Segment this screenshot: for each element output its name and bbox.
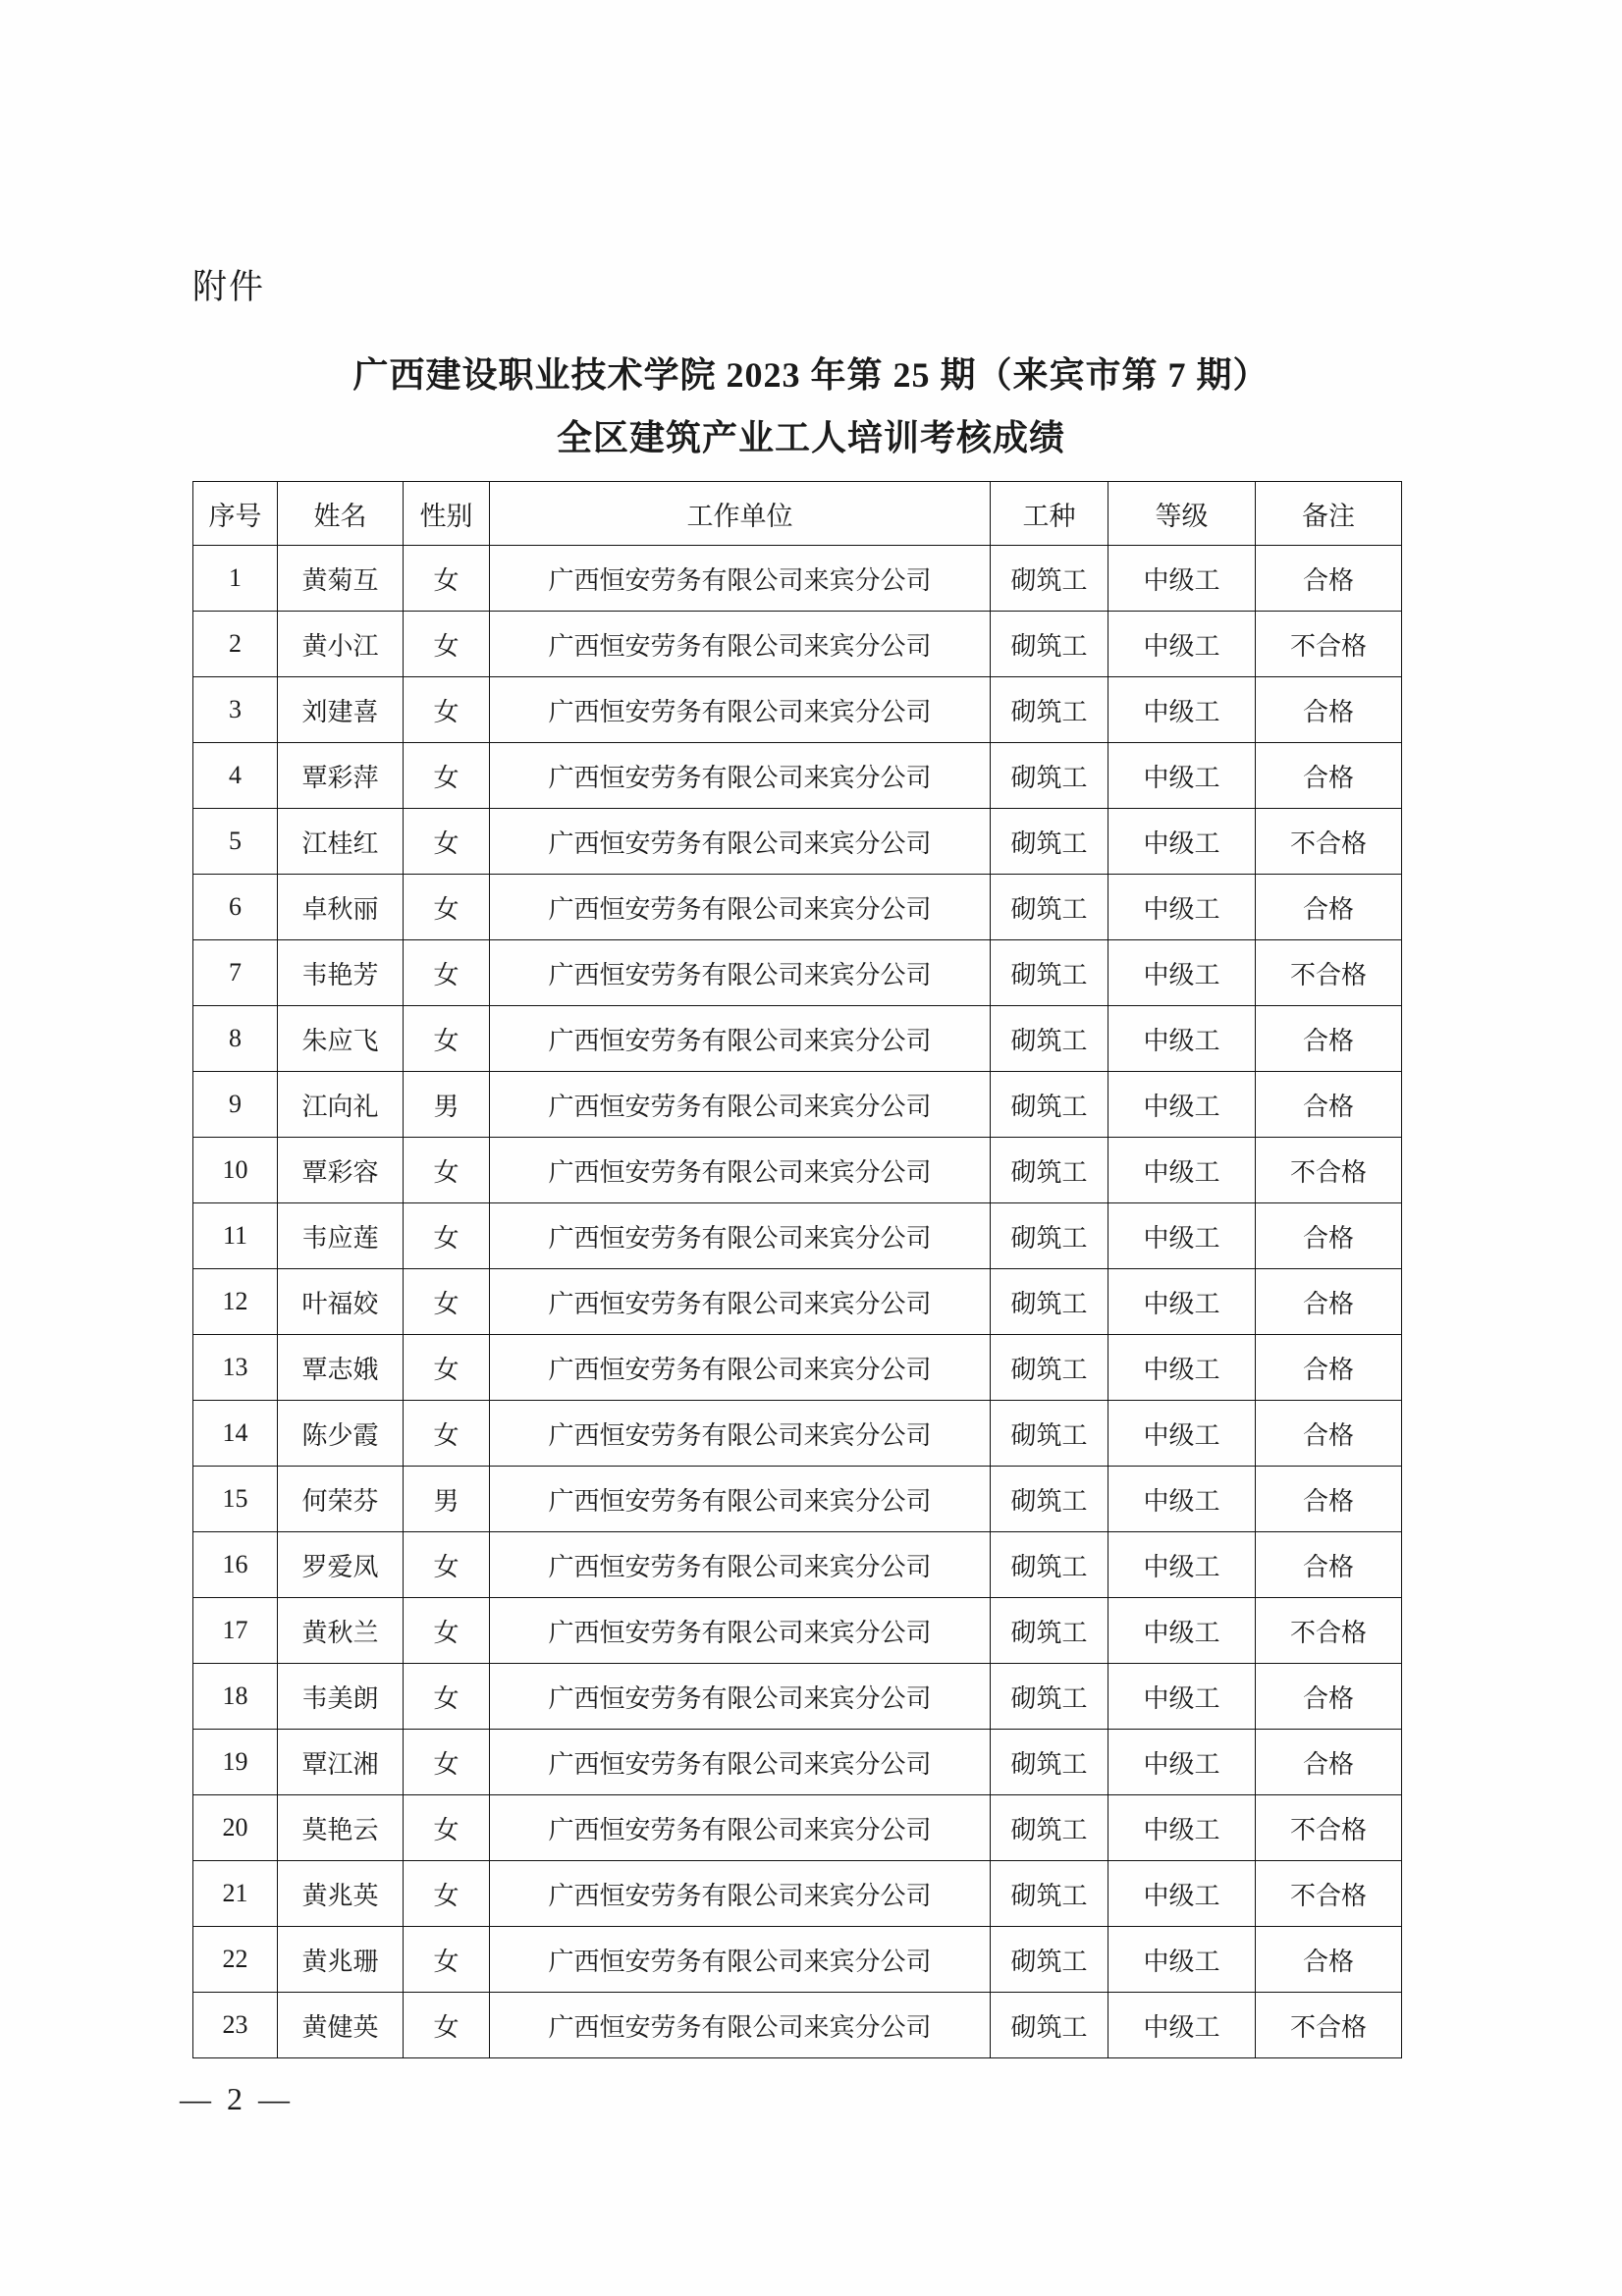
cell-gender: 男	[404, 1072, 490, 1138]
cell-level: 中级工	[1108, 940, 1256, 1006]
cell-name: 罗爱凤	[278, 1532, 404, 1598]
cell-unit: 广西恒安劳务有限公司来宾分公司	[490, 1664, 991, 1730]
table-row	[193, 875, 1402, 940]
cell-level: 中级工	[1108, 1795, 1256, 1861]
table-row	[193, 1203, 1402, 1269]
cell-index: 11	[193, 1203, 278, 1269]
table-row	[193, 1795, 1402, 1861]
cell-name: 何荣芬	[278, 1467, 404, 1532]
cell-index: 22	[193, 1927, 278, 1993]
cell-name: 卓秋丽	[278, 875, 404, 940]
cell-level: 中级工	[1108, 1138, 1256, 1203]
cell-job: 砌筑工	[991, 1532, 1108, 1598]
cell-job: 砌筑工	[991, 1664, 1108, 1730]
cell-gender: 女	[404, 743, 490, 809]
cell-remark: 不合格	[1256, 1993, 1402, 2058]
cell-level: 中级工	[1108, 1467, 1256, 1532]
table-row	[193, 940, 1402, 1006]
cell-level: 中级工	[1108, 1532, 1256, 1598]
cell-index: 8	[193, 1006, 278, 1072]
cell-remark: 合格	[1256, 875, 1402, 940]
cell-job: 砌筑工	[991, 1927, 1108, 1993]
cell-unit: 广西恒安劳务有限公司来宾分公司	[490, 1927, 991, 1993]
cell-gender: 女	[404, 1532, 490, 1598]
cell-level: 中级工	[1108, 1993, 1256, 2058]
table-row	[193, 1467, 1402, 1532]
title-line-1: 广西建设职业技术学院 2023 年第 25 期（来宾市第 7 期）	[352, 355, 1270, 395]
table-header	[193, 482, 1402, 546]
cell-remark: 合格	[1256, 1467, 1402, 1532]
cell-index: 17	[193, 1598, 278, 1664]
cell-name: 莫艳云	[278, 1795, 404, 1861]
table-row	[193, 612, 1402, 677]
table-row	[193, 1598, 1402, 1664]
cell-unit: 广西恒安劳务有限公司来宾分公司	[490, 1006, 991, 1072]
table-row	[193, 677, 1402, 743]
page-title	[192, 344, 1430, 469]
cell-level: 中级工	[1108, 1269, 1256, 1335]
cell-name: 黄兆英	[278, 1861, 404, 1927]
column-header-level: 等级	[1108, 482, 1256, 546]
cell-job: 砌筑工	[991, 940, 1108, 1006]
cell-gender: 女	[404, 809, 490, 875]
cell-unit: 广西恒安劳务有限公司来宾分公司	[490, 1993, 991, 2058]
cell-gender: 女	[404, 1861, 490, 1927]
cell-name: 黄兆珊	[278, 1927, 404, 1993]
cell-index: 9	[193, 1072, 278, 1138]
cell-name: 韦艳芳	[278, 940, 404, 1006]
cell-remark: 不合格	[1256, 809, 1402, 875]
cell-job: 砌筑工	[991, 546, 1108, 612]
cell-unit: 广西恒安劳务有限公司来宾分公司	[490, 1861, 991, 1927]
table-row	[193, 1664, 1402, 1730]
cell-name: 韦美朗	[278, 1664, 404, 1730]
cell-level: 中级工	[1108, 677, 1256, 743]
cell-remark: 合格	[1256, 1006, 1402, 1072]
cell-index: 6	[193, 875, 278, 940]
table-row	[193, 1269, 1402, 1335]
cell-index: 4	[193, 743, 278, 809]
attachment-label: 附件	[192, 268, 266, 306]
cell-level: 中级工	[1108, 875, 1256, 940]
column-header-unit: 工作单位	[490, 482, 991, 546]
cell-level: 中级工	[1108, 1401, 1256, 1467]
cell-unit: 广西恒安劳务有限公司来宾分公司	[490, 875, 991, 940]
table-row	[193, 1927, 1402, 1993]
cell-gender: 女	[404, 1269, 490, 1335]
cell-job: 砌筑工	[991, 1401, 1108, 1467]
cell-unit: 广西恒安劳务有限公司来宾分公司	[490, 1730, 991, 1795]
cell-job: 砌筑工	[991, 1269, 1108, 1335]
table-row	[193, 1072, 1402, 1138]
table-row	[193, 1730, 1402, 1795]
cell-job: 砌筑工	[991, 1203, 1108, 1269]
cell-remark: 合格	[1256, 1335, 1402, 1401]
cell-job: 砌筑工	[991, 809, 1108, 875]
cell-name: 黄小江	[278, 612, 404, 677]
table-row	[193, 1532, 1402, 1598]
cell-index: 3	[193, 677, 278, 743]
cell-level: 中级工	[1108, 1006, 1256, 1072]
cell-name: 覃江湘	[278, 1730, 404, 1795]
cell-index: 7	[193, 940, 278, 1006]
cell-remark: 合格	[1256, 1664, 1402, 1730]
table-header-row	[193, 482, 1402, 546]
cell-level: 中级工	[1108, 1664, 1256, 1730]
table-row	[193, 1401, 1402, 1467]
cell-unit: 广西恒安劳务有限公司来宾分公司	[490, 1467, 991, 1532]
cell-gender: 女	[404, 1203, 490, 1269]
table-row	[193, 1993, 1402, 2058]
page-number: — 2 —	[180, 2081, 294, 2116]
cell-gender: 女	[404, 1401, 490, 1467]
column-header-job: 工种	[991, 482, 1108, 546]
cell-index: 18	[193, 1664, 278, 1730]
cell-index: 10	[193, 1138, 278, 1203]
cell-remark: 合格	[1256, 677, 1402, 743]
cell-level: 中级工	[1108, 1335, 1256, 1401]
cell-job: 砌筑工	[991, 743, 1108, 809]
table-row	[193, 1335, 1402, 1401]
cell-name: 黄健英	[278, 1993, 404, 2058]
cell-remark: 不合格	[1256, 940, 1402, 1006]
cell-name: 黄秋兰	[278, 1598, 404, 1664]
cell-unit: 广西恒安劳务有限公司来宾分公司	[490, 743, 991, 809]
cell-name: 江向礼	[278, 1072, 404, 1138]
cell-index: 23	[193, 1993, 278, 2058]
cell-level: 中级工	[1108, 1927, 1256, 1993]
cell-remark: 合格	[1256, 1401, 1402, 1467]
column-header-name: 姓名	[278, 482, 404, 546]
table-row	[193, 809, 1402, 875]
cell-level: 中级工	[1108, 1203, 1256, 1269]
cell-index: 19	[193, 1730, 278, 1795]
cell-unit: 广西恒安劳务有限公司来宾分公司	[490, 1795, 991, 1861]
cell-unit: 广西恒安劳务有限公司来宾分公司	[490, 1138, 991, 1203]
cell-unit: 广西恒安劳务有限公司来宾分公司	[490, 1269, 991, 1335]
cell-remark: 不合格	[1256, 612, 1402, 677]
cell-name: 覃志娥	[278, 1335, 404, 1401]
cell-gender: 女	[404, 1335, 490, 1401]
column-header-index: 序号	[193, 482, 278, 546]
title-line-2: 全区建筑产业工人培训考核成绩	[556, 418, 1065, 457]
cell-remark: 不合格	[1256, 1598, 1402, 1664]
cell-gender: 女	[404, 546, 490, 612]
cell-unit: 广西恒安劳务有限公司来宾分公司	[490, 1072, 991, 1138]
table-row	[193, 1006, 1402, 1072]
cell-unit: 广西恒安劳务有限公司来宾分公司	[490, 809, 991, 875]
cell-index: 14	[193, 1401, 278, 1467]
cell-level: 中级工	[1108, 743, 1256, 809]
column-header-remark: 备注	[1256, 482, 1402, 546]
cell-level: 中级工	[1108, 1598, 1256, 1664]
cell-job: 砌筑工	[991, 1467, 1108, 1532]
cell-gender: 女	[404, 677, 490, 743]
cell-name: 陈少霞	[278, 1401, 404, 1467]
cell-name: 覃彩容	[278, 1138, 404, 1203]
cell-index: 13	[193, 1335, 278, 1401]
cell-name: 韦应莲	[278, 1203, 404, 1269]
cell-index: 16	[193, 1532, 278, 1598]
cell-index: 21	[193, 1861, 278, 1927]
cell-job: 砌筑工	[991, 612, 1108, 677]
cell-gender: 女	[404, 1993, 490, 2058]
cell-unit: 广西恒安劳务有限公司来宾分公司	[490, 1532, 991, 1598]
cell-level: 中级工	[1108, 1072, 1256, 1138]
cell-index: 2	[193, 612, 278, 677]
cell-job: 砌筑工	[991, 1598, 1108, 1664]
cell-gender: 女	[404, 1795, 490, 1861]
cell-remark: 不合格	[1256, 1795, 1402, 1861]
cell-gender: 女	[404, 1138, 490, 1203]
cell-unit: 广西恒安劳务有限公司来宾分公司	[490, 1598, 991, 1664]
cell-remark: 合格	[1256, 1269, 1402, 1335]
cell-unit: 广西恒安劳务有限公司来宾分公司	[490, 1335, 991, 1401]
cell-remark: 合格	[1256, 1730, 1402, 1795]
cell-remark: 不合格	[1256, 1861, 1402, 1927]
cell-name: 刘建喜	[278, 677, 404, 743]
cell-job: 砌筑工	[991, 1795, 1108, 1861]
cell-index: 5	[193, 809, 278, 875]
cell-job: 砌筑工	[991, 1861, 1108, 1927]
cell-name: 黄菊互	[278, 546, 404, 612]
cell-remark: 合格	[1256, 1532, 1402, 1598]
cell-unit: 广西恒安劳务有限公司来宾分公司	[490, 677, 991, 743]
cell-name: 覃彩萍	[278, 743, 404, 809]
cell-job: 砌筑工	[991, 1006, 1108, 1072]
cell-name: 朱应飞	[278, 1006, 404, 1072]
cell-index: 12	[193, 1269, 278, 1335]
cell-unit: 广西恒安劳务有限公司来宾分公司	[490, 1203, 991, 1269]
cell-level: 中级工	[1108, 1730, 1256, 1795]
cell-gender: 女	[404, 1006, 490, 1072]
table-row	[193, 546, 1402, 612]
cell-job: 砌筑工	[991, 1072, 1108, 1138]
cell-gender: 女	[404, 1664, 490, 1730]
cell-job: 砌筑工	[991, 875, 1108, 940]
cell-remark: 合格	[1256, 743, 1402, 809]
cell-gender: 女	[404, 1598, 490, 1664]
cell-unit: 广西恒安劳务有限公司来宾分公司	[490, 546, 991, 612]
table-row	[193, 1138, 1402, 1203]
cell-level: 中级工	[1108, 612, 1256, 677]
cell-remark: 合格	[1256, 1203, 1402, 1269]
cell-index: 15	[193, 1467, 278, 1532]
cell-index: 20	[193, 1795, 278, 1861]
cell-unit: 广西恒安劳务有限公司来宾分公司	[490, 612, 991, 677]
cell-job: 砌筑工	[991, 1138, 1108, 1203]
cell-gender: 女	[404, 1730, 490, 1795]
cell-index: 1	[193, 546, 278, 612]
cell-level: 中级工	[1108, 809, 1256, 875]
cell-remark: 合格	[1256, 1927, 1402, 1993]
cell-name: 江桂红	[278, 809, 404, 875]
cell-level: 中级工	[1108, 546, 1256, 612]
cell-gender: 女	[404, 940, 490, 1006]
table-row	[193, 743, 1402, 809]
cell-name: 叶福姣	[278, 1269, 404, 1335]
cell-job: 砌筑工	[991, 1730, 1108, 1795]
cell-gender: 女	[404, 1927, 490, 1993]
cell-job: 砌筑工	[991, 677, 1108, 743]
cell-remark: 合格	[1256, 546, 1402, 612]
table-body	[193, 546, 1402, 2058]
cell-gender: 男	[404, 1467, 490, 1532]
cell-job: 砌筑工	[991, 1335, 1108, 1401]
cell-remark: 合格	[1256, 1072, 1402, 1138]
cell-unit: 广西恒安劳务有限公司来宾分公司	[490, 1401, 991, 1467]
cell-unit: 广西恒安劳务有限公司来宾分公司	[490, 940, 991, 1006]
cell-gender: 女	[404, 612, 490, 677]
cell-level: 中级工	[1108, 1861, 1256, 1927]
cell-gender: 女	[404, 875, 490, 940]
column-header-gender: 性别	[404, 482, 490, 546]
cell-remark: 不合格	[1256, 1138, 1402, 1203]
cell-job: 砌筑工	[991, 1993, 1108, 2058]
scores-table	[192, 481, 1402, 2058]
table-row	[193, 1861, 1402, 1927]
